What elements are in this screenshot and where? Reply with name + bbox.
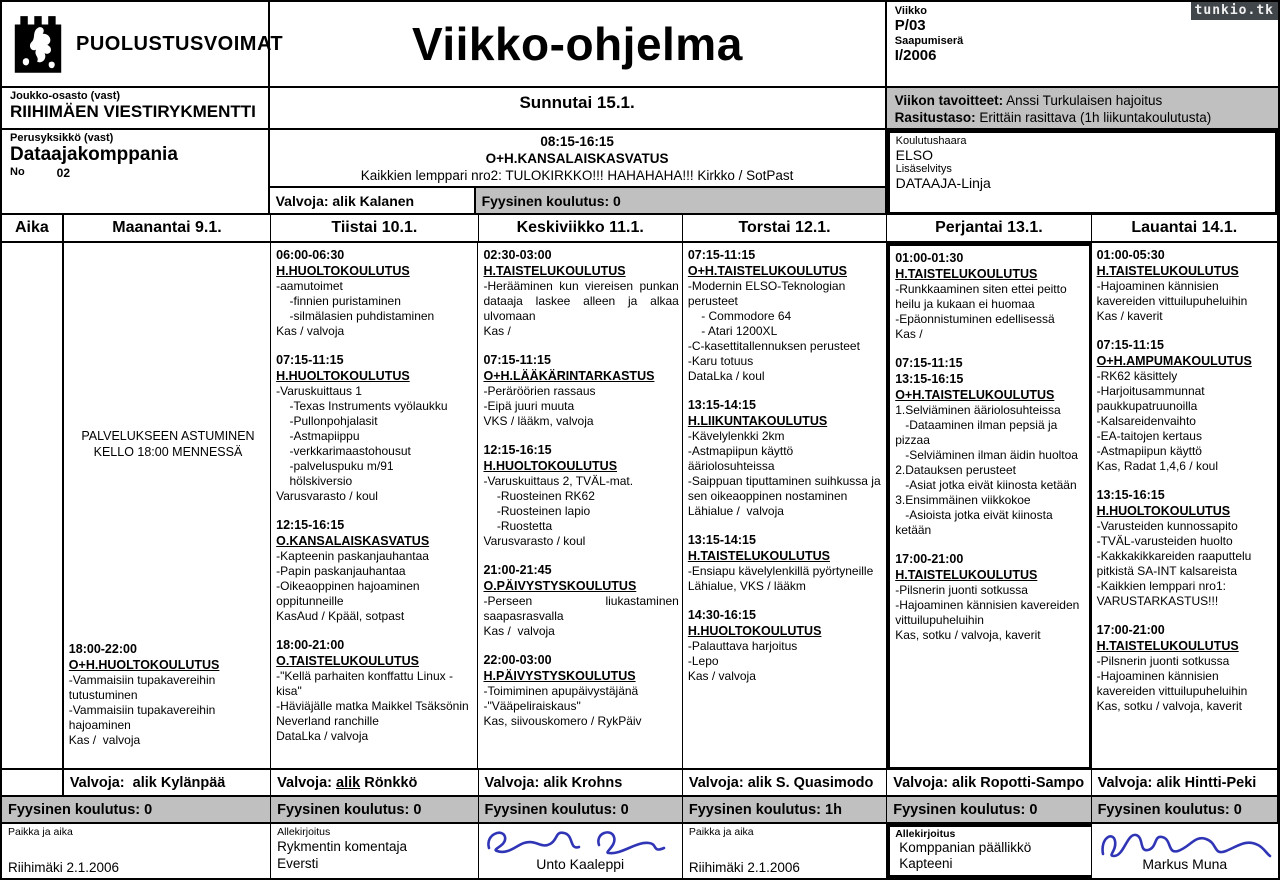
event-time: 12:15-16:15: [276, 518, 345, 532]
sunday-event: [270, 130, 885, 186]
event-title: O+H.TAISTELUKOULUTUS: [687, 264, 847, 278]
event-title: H.TAISTELUKOULUTUS: [483, 264, 626, 278]
event-line: -Ruostetta: [483, 519, 553, 533]
event-title: O+H.LÄÄKÄRINTARKASTUS: [483, 369, 655, 383]
event-line: -verkkarimaastohousut: [276, 444, 411, 458]
event-title: O.PÄIVYSTYSKOULUTUS: [483, 579, 637, 593]
event-title: H.LIIKUNTAKOULUTUS: [687, 414, 828, 428]
event-line: Kas /: [483, 324, 511, 338]
header-row-3: [2, 130, 1278, 215]
event-time: 07:15-11:15: [483, 353, 551, 367]
event-line: -Varuskuittaus 1: [276, 384, 362, 398]
subunit-value: Dataajakomppania: [10, 144, 178, 165]
event-line: -Ruosteinen lapio: [483, 504, 591, 518]
schedule-event: [895, 250, 1085, 342]
event-line: -Hajoaminen kännisien kavereiden vittuilupuheluihin: [1096, 279, 1248, 308]
day-column-3: [478, 243, 682, 770]
event-title: O+H.HUOLTOKOULUTUS: [68, 658, 220, 672]
page-title: Viikko-ohjelma: [411, 18, 743, 70]
schedule-event: [895, 355, 1085, 538]
event-line: -C-kasettitallennuksen perusteet: [687, 339, 860, 353]
event-line: 2.Datauksen perusteet: [895, 463, 1016, 477]
schedule-event: [69, 641, 267, 748]
event-line: -Astmapiipun käyttö: [1096, 444, 1202, 458]
branch-label: Koulutushaara: [895, 135, 967, 147]
place-date-cell-left: [2, 824, 271, 878]
aika-column: [2, 243, 64, 768]
sunday-fyysinen: Fyysinen koulutus: 0: [476, 188, 885, 213]
spacer: [69, 748, 267, 770]
signature-area-company: [1092, 824, 1278, 878]
schedule-event: [688, 247, 883, 384]
event-line: Kas /: [895, 327, 923, 341]
event-line: -Peräröörien rassaus: [483, 384, 596, 398]
header-row-2: [2, 88, 1278, 130]
event-time: 06:00-06:30: [276, 248, 345, 262]
week-value: P/03: [894, 17, 926, 34]
event-line: -Kalsareidenvaihto: [1096, 414, 1196, 428]
event-line: -Varusteiden kunnossapito: [1096, 519, 1238, 533]
event-line: -Harjoitusammunnat paukkupatruunoilla: [1096, 384, 1208, 413]
valvoja-3: Valvoja: alik Krohns: [479, 770, 683, 795]
event-line: VKS / lääkm, valvoja: [483, 414, 594, 428]
schedule-event: [276, 517, 474, 624]
day-header-row: [2, 215, 1278, 243]
event-time: 02:30-03:00: [483, 248, 552, 262]
event-line: -Kakkakikkareiden raaputtelu pitkistä SA-INT kalsareista: [1096, 549, 1255, 578]
event-line: -silmälasien puhdistaminen: [276, 309, 435, 323]
day-header-1: Maanantai 9.1.: [64, 215, 271, 241]
valvoja-1: Valvoja: alik Kylänpää: [64, 770, 271, 795]
event-line: -Eipä juuri muuta: [483, 399, 575, 413]
defence-forces-lion-logo-icon: [12, 12, 64, 76]
org-name: PUOLUSTUSVOIMAT: [76, 32, 284, 55]
fyysinen-3: Fyysinen koulutus: 0: [479, 797, 683, 822]
event-time: 18:00-21:00: [276, 638, 345, 652]
schedule-event: [276, 247, 474, 339]
event-time: 14:30-16:15: [687, 608, 756, 622]
event-line: -TVÄL-varusteiden huolto: [1096, 534, 1233, 548]
event-line: Kas, Radat 1,4,6 / koul: [1096, 459, 1218, 473]
footer-row: [2, 824, 1278, 878]
event-line: -Herääminen kun viereisen punkan dataaja laskee alleen ja alkaa ulvomaan: [483, 279, 683, 323]
fyysinen-row: [2, 797, 1278, 824]
event-line: Kas, sotku / valvoja, kaverit: [1096, 699, 1242, 713]
signer-role: Rykmentin komentaja: [277, 839, 407, 854]
event-line: -Asiat jotka eivät kiinosta ketään: [895, 478, 1077, 492]
place-value: Riihimäki 2.1.2006: [688, 860, 800, 875]
event-time: 17:00-21:00: [1096, 623, 1165, 637]
day-header-6: Lauantai 14.1.: [1092, 215, 1278, 241]
schedule-event: [483, 247, 683, 339]
event-line: hölskiversio: [276, 474, 353, 488]
schedule-event: [276, 352, 474, 504]
event-line: -Toimiminen apupäivystäjänä: [483, 684, 639, 698]
event-time: 07:15-11:15: [895, 356, 963, 370]
event-time: 01:00-05:30: [1096, 248, 1165, 262]
day-column-4: [683, 243, 887, 770]
schedule-event: [483, 442, 678, 549]
sunday-event-detail: Kaikkien lemppari nro2: TULOKIRKKO!!! HAHAHAHA!!! Kirkko / SotPast: [360, 168, 794, 183]
event-line: -Epäonnistuminen edellisessä: [895, 312, 1055, 326]
event-line: -Modernin ELSO-Teknologian perusteet: [687, 279, 849, 308]
schedule-event: [1097, 622, 1274, 714]
event-line: -Ensiapu kävelylenkillä pyörtyneille: [687, 564, 874, 578]
org-header-cell: [2, 2, 284, 88]
event-line: -Hajoaminen kännisien kavereiden vittuilupuheluihin: [895, 598, 1083, 627]
event-title: H.HUOLTOKOULUTUS: [483, 459, 618, 473]
event-line: DataLka / koul: [687, 369, 765, 383]
event-line: -RK62 käsittely: [1096, 369, 1178, 383]
day-header-4: Torstai 12.1.: [683, 215, 887, 241]
number-row: [10, 166, 268, 180]
signature-label: Allekirjoitus: [895, 828, 956, 840]
event-line: Kas / kaverit: [1096, 309, 1163, 323]
week-label: Viikko: [894, 5, 927, 17]
event-line: -Kaikkien lemppari nro1: VARUSTARKASTUS!!!: [1096, 579, 1230, 608]
event-time: 07:15-11:15: [1096, 338, 1164, 352]
event-line: -Saippuan tiputtaminen suihkussa ja sen oikeaoppinen nostaminen: [687, 474, 884, 503]
event-line: -Ruosteinen RK62: [483, 489, 595, 503]
event-title: H.TAISTELUKOULUTUS: [1096, 639, 1239, 653]
event-time: 17:00-21:00: [895, 552, 964, 566]
event-line: -Palauttava harjoitus: [687, 639, 798, 653]
valvoja-2: Valvoja: alik Rönkkö: [271, 770, 478, 795]
strain-value: Erittäin rasittava (1h liikuntakoulutusta): [979, 110, 1212, 125]
place-label: Paikka ja aika: [8, 826, 73, 838]
event-line: -Selviäminen ilman äidin huoltoa: [895, 448, 1078, 462]
event-line: -Varuskuittaus 2, TVÄL-mat.: [483, 474, 634, 488]
extra-value: DATAAJA-Linja: [895, 175, 991, 191]
event-line: 1.Selviäminen ääriolosuhteissa: [895, 403, 1061, 417]
batch-label: Saapumiserä: [894, 35, 964, 47]
event-line: KasAud / Kpääl, sotpast: [276, 609, 405, 623]
signature-block-regiment: [271, 824, 478, 878]
schedule-event: [895, 551, 1085, 643]
signature-area-regiment: [479, 824, 683, 878]
schedule-event: [1097, 337, 1274, 474]
signer-role: Komppanian päällikkö: [899, 840, 1032, 855]
event-time: 07:15-11:15: [687, 248, 756, 262]
event-line: Kas / valvoja: [68, 733, 141, 747]
event-title: H.TAISTELUKOULUTUS: [895, 568, 1038, 582]
event-line: -Kapteenin paskanjauhantaa: [276, 549, 429, 563]
schedule-event: [688, 397, 883, 519]
fyysinen-4: Fyysinen koulutus: 1h: [683, 797, 887, 822]
unit-cell: [2, 88, 270, 130]
event-title: H.HUOLTOKOULUTUS: [1096, 504, 1231, 518]
fyysinen-5: Fyysinen koulutus: 0: [887, 797, 1091, 822]
sunday-title: Sunnutai 15.1.: [270, 88, 887, 130]
day-header-2: Tiistai 10.1.: [271, 215, 478, 241]
batch-value: I/2006: [894, 47, 937, 64]
aika-header: Aika: [2, 215, 64, 241]
signature-name: Unto Kaaleppi: [536, 856, 625, 872]
place-date-cell-right: [683, 824, 887, 878]
schedule-event: [483, 652, 678, 729]
event-title: H.PÄIVYSTYSKOULUTUS: [483, 669, 636, 683]
event-line: Varusvarasto / koul: [483, 534, 586, 548]
event-time: 21:00-21:45: [483, 563, 552, 577]
event-line: -"Vääpeliraiskaus": [483, 699, 581, 713]
event-line: -aamutoimet: [276, 279, 343, 293]
place-label: Paikka ja aika: [688, 826, 754, 838]
event-line: -Lepo: [687, 654, 719, 668]
event-time: 22:00-03:00: [483, 653, 552, 667]
event-time: 13:15-14:15: [687, 398, 756, 412]
event-line: -Astmapiippu: [276, 429, 360, 443]
event-line: Kas / valvoja: [687, 669, 756, 683]
event-line: Kas, sotku / valvoja, kaverit: [895, 628, 1041, 642]
event-line: Lähialue, VKS / lääkm: [687, 579, 806, 593]
fyysinen-2: Fyysinen koulutus: 0: [271, 797, 478, 822]
event-line: Kas / valvoja: [483, 624, 555, 638]
event-line: -palveluspuku m/91: [276, 459, 394, 473]
branch-value: ELSO: [895, 147, 933, 163]
event-title: H.HUOLTOKOULUTUS: [276, 264, 410, 278]
day-column-1: [64, 243, 271, 770]
day-column-2: [271, 243, 478, 770]
schedule-event: [1097, 487, 1274, 609]
schedule-event: [688, 607, 883, 684]
event-time: 18:00-22:00: [68, 642, 137, 656]
sunday-valvoja: Valvoja: alik Kalanen: [270, 188, 476, 213]
no-value: 02: [56, 166, 71, 180]
event-title: H.HUOLTOKOULUTUS: [276, 369, 410, 383]
event-time: 13:15-16:15: [1096, 488, 1165, 502]
subunit-cell: [2, 130, 270, 215]
schedule-event: [483, 352, 678, 429]
event-title: H.HUOLTOKOULUTUS: [687, 624, 822, 638]
event-time: 07:15-11:15: [276, 353, 344, 367]
fyysinen-1: Fyysinen koulutus: 0: [2, 797, 271, 822]
event-line: DataLka / valvoja: [276, 729, 369, 743]
subunit-label: Perusyksikkö (vast): [10, 132, 114, 144]
event-line: -Papin paskanjauhantaa: [276, 564, 406, 578]
event-line: -Hajoaminen kännisien kavereiden vittuilupuheluihin: [1096, 669, 1248, 698]
event-line: -Perseen liukastaminen saapasrasvalla: [483, 594, 683, 623]
event-title: O+H.TAISTELUKOULUTUS: [895, 388, 1055, 402]
goals-value: Anssi Turkulaisen hajoitus: [1006, 93, 1163, 108]
signer-rank: Kapteeni: [899, 856, 953, 871]
event-line: -Texas Instruments vyölaukku: [276, 399, 448, 413]
event-line: -Karu totuus: [687, 354, 754, 368]
event-line: -Dataaminen ilman pepsiä ja pizzaa: [895, 418, 1061, 447]
watermark: tunkio.tk: [1191, 2, 1278, 20]
day-column-6: [1092, 243, 1278, 770]
event-line: Kas / valvoja: [276, 324, 345, 338]
event-time: 13:15-16:15: [895, 372, 964, 386]
schedule-event: [1097, 247, 1274, 324]
goals-label: Viikon tavoitteet:: [894, 93, 1004, 108]
event-line: Kas, siivouskomero / RykPäiv: [483, 714, 642, 728]
event-title: O.KANSALAISKASVATUS: [276, 534, 430, 548]
event-line: -Häviäjälle matka Maikkel Tsäksönin Neverland ranchille: [276, 699, 473, 728]
fyysinen-6: Fyysinen koulutus: 0: [1092, 797, 1278, 822]
event-line: - Atari 1200XL: [687, 324, 778, 338]
valvoja-5: Valvoja: alik Ropotti-Sampo: [887, 770, 1091, 795]
strain-label: Rasitustaso:: [894, 110, 976, 125]
sunday-event-title: O+H.KANSALAISKASVATUS: [485, 151, 669, 166]
schedule-event: [483, 562, 683, 639]
no-label: No: [10, 166, 25, 178]
extra-label: Lisäselvitys: [895, 163, 952, 175]
event-line: -Pullonpohjalasit: [276, 414, 378, 428]
event-line: Lähialue / valvoja: [687, 504, 784, 518]
unit-label: Joukko-osasto (vast): [10, 90, 121, 102]
event-line: -Asioista jotka eivät kiinosta ketään: [895, 508, 1056, 537]
signature-block-company: [887, 824, 1091, 878]
sunday-event-time: 08:15-16:15: [540, 134, 614, 149]
event-title: H.TAISTELUKOULUTUS: [687, 549, 830, 563]
event-line: -Vammaisiin tupakavereihin hajoaminen: [68, 703, 219, 732]
training-branch-cell: [887, 130, 1278, 215]
event-title: O.TAISTELUKOULUTUS: [276, 654, 419, 668]
event-line: -Pilsnerin juonti sotkussa: [895, 583, 1028, 597]
goals-line: [895, 92, 1278, 109]
event-title: O+H.AMPUMAKOULUTUS: [1096, 354, 1252, 368]
event-line: -Pilsnerin juonti sotkussa: [1096, 654, 1230, 668]
event-line: -finnien puristaminen: [276, 294, 401, 308]
place-value: Riihimäki 2.1.2006: [8, 860, 120, 875]
event-time: 01:00-01:30: [895, 251, 964, 265]
enlistment-note: PALVELUKSEEN ASTUMINEN KELLO 18:00 MENNESSÄ: [81, 429, 255, 459]
week-goals-cell: [887, 88, 1278, 130]
event-line: -Oikeaoppinen hajoaminen oppitunneille: [276, 579, 423, 608]
event-line: -"Kellä parhaiten konffattu Linux -kisa": [276, 669, 453, 698]
event-line: Varusvarasto / koul: [276, 489, 378, 503]
unit-value: RIIHIMÄEN VIESTIRYKMENTTI: [10, 102, 256, 121]
event-time: 13:15-14:15: [687, 533, 756, 547]
day-column-5: [887, 243, 1091, 770]
event-title: H.TAISTELUKOULUTUS: [895, 267, 1038, 281]
strain-line: [895, 109, 1278, 126]
schedule-event: [688, 532, 883, 594]
event-line: -Astmapiipun käyttö ääriolosuhteissa: [687, 444, 797, 473]
event-line: -EA-taitojen kertaus: [1096, 429, 1202, 443]
day-header-3: Keskiviikko 11.1.: [479, 215, 683, 241]
valvoja-row: [2, 770, 1278, 797]
day-header-5: Perjantai 13.1.: [887, 215, 1091, 241]
sunday-strip: [270, 186, 885, 213]
event-line: -Runkkaaminen siten ettei peitto heilu ja kukaan ei huomaa: [895, 282, 1070, 311]
event-line: -Kävelylenkki 2km: [687, 429, 785, 443]
signer-rank: Eversti: [277, 856, 319, 871]
day-body-row: [2, 243, 1278, 770]
event-title: H.TAISTELUKOULUTUS: [1096, 264, 1239, 278]
event-time: 12:15-16:15: [483, 443, 552, 457]
document-title-cell: [270, 2, 887, 88]
header-row-1: [2, 2, 1278, 88]
aika-valvoja-cell: [2, 770, 64, 795]
signature-name: Markus Muna: [1142, 856, 1228, 872]
event-line: - Commodore 64: [687, 309, 792, 323]
schedule-event: [276, 637, 474, 744]
sunday-event-cell: [270, 130, 887, 215]
valvoja-6: Valvoja: alik Hintti-Peki: [1092, 770, 1278, 795]
signature-label: Allekirjoitus: [277, 826, 331, 838]
event-line: 3.Ensimmäinen viikkokoe: [895, 493, 1031, 507]
event-line: -Vammaisiin tupakavereihin tutustuminen: [68, 673, 219, 702]
valvoja-4: Valvoja: alik S. Quasimodo: [683, 770, 887, 795]
